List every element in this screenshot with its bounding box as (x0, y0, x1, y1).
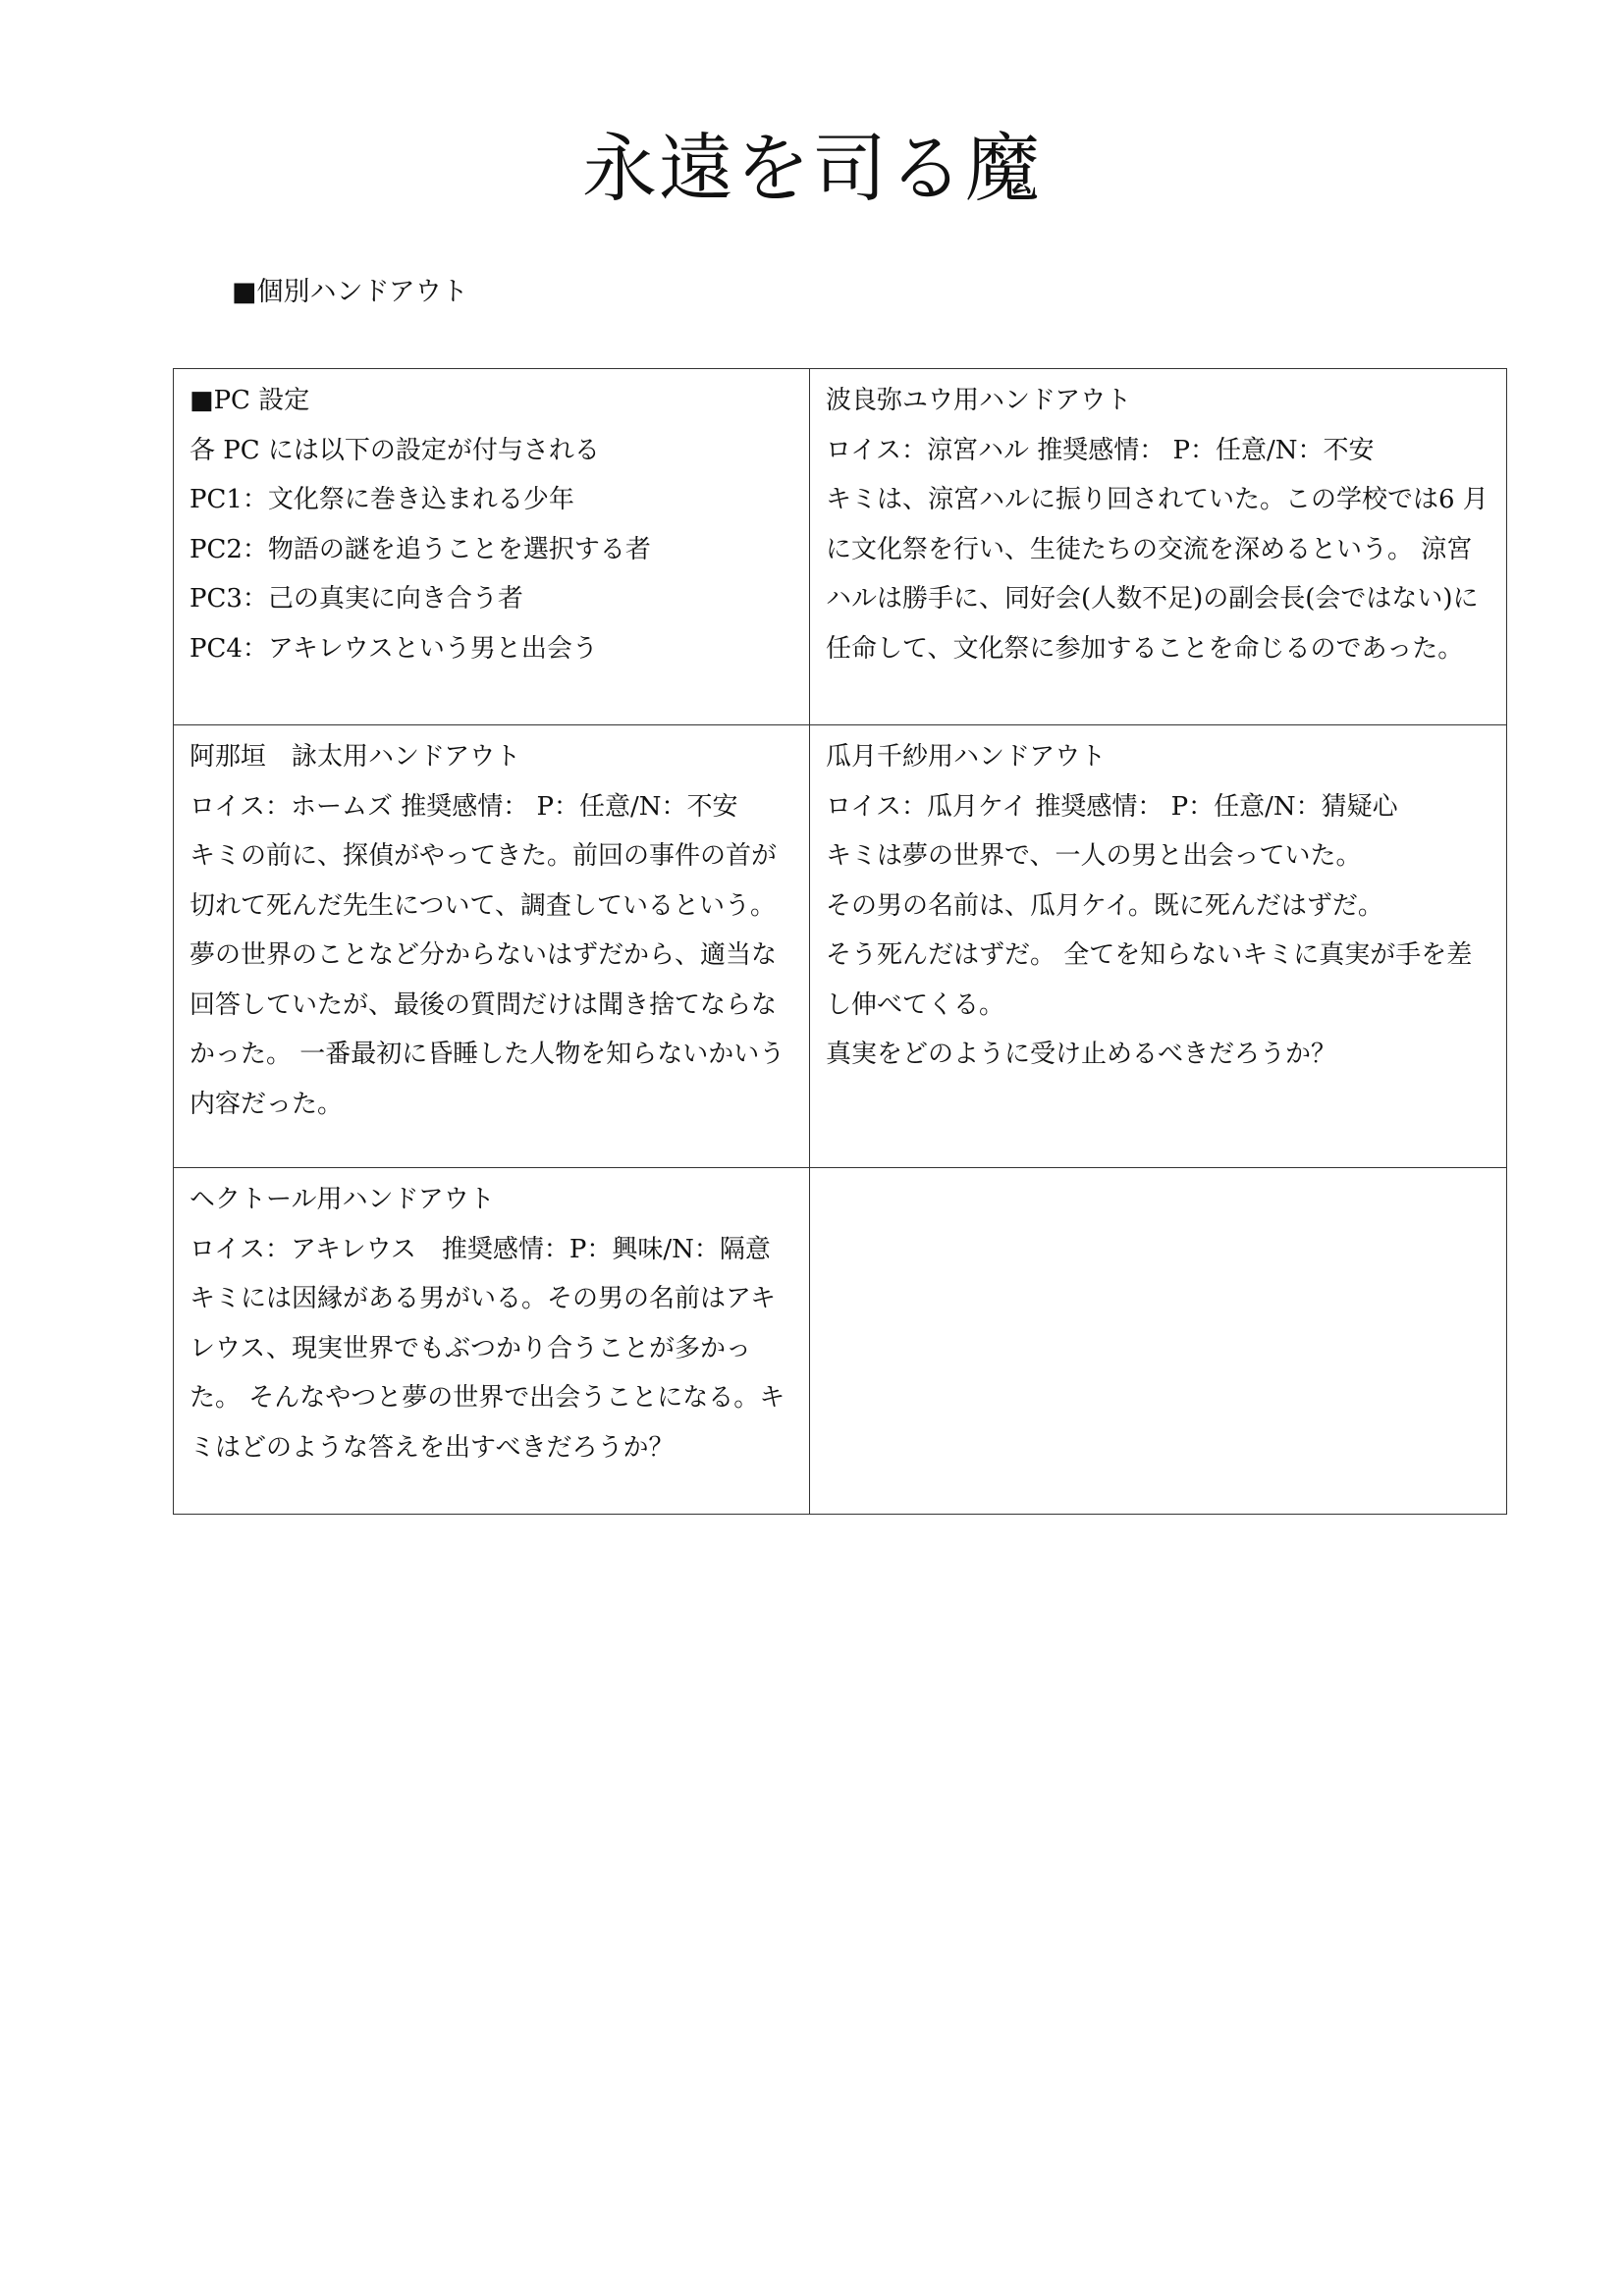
pc-settings-heading: ■PC 設定 (189, 386, 310, 415)
pc-settings-cell (174, 369, 810, 725)
handout-eita-lois: ロイス：ホームズ 推奨感情： P：任意/N：不安 (189, 791, 738, 822)
section-heading: ■個別ハンドアウト (232, 277, 468, 307)
handout-eita-title: 阿那垣 詠太用ハンドアウト (189, 742, 521, 772)
handout-eita-body: キミの前に、探偵がやってきた。前回の事件の首が切れて死んだ先生について、調査しているという。 夢の世界のことなど分からないはずだから、適当な回答していたが、最後の質問だけは聞き捨てならなかった。 一番最初に昏睡した人物を知らないかいう内容だった。 (189, 841, 785, 1119)
handout-yuu-title: 波良弥ユウ用ハンドアウト (826, 386, 1132, 415)
handout-chisa-line: 真実をどのように受け止めるべきだろうか？ (826, 1040, 1337, 1069)
pc4-setting: PC4：アキレウスという男と出会う (189, 633, 598, 664)
handout-chisa-line: そう死んだはずだ。 全てを知らないキミに真実が手を差し伸べてくる。 (826, 940, 1473, 1020)
handout-chisa-title: 瓜月千紗用ハンドアウト (826, 742, 1107, 772)
handout-chisa-line: キミは夢の世界で、一人の男と出会っていた。 (826, 841, 1362, 871)
handout-hector-cell (174, 1168, 810, 1515)
handout-hector-body: キミには因縁がある男がいる。その男の名前はアキレウス、現実世界でもぶつかり合うことが多かった。 そんなやつと夢の世界で出会うことになる。キミはどのような答えを出すべきだろうか？ (189, 1284, 785, 1463)
pc-settings-intro: 各 PC には以下の設定が付与される (189, 435, 600, 465)
table-row (174, 369, 1507, 725)
pc3-setting: PC3：己の真実に向き合う者 (189, 584, 523, 614)
handout-hector-lois: ロイス：アキレウス 推奨感情：P：興味/N：隔意 (189, 1234, 771, 1264)
document-title: 永遠を司る魔 (582, 125, 1042, 212)
handout-table (173, 368, 1507, 1515)
table-row (174, 725, 1507, 1168)
pc2-setting: PC2：物語の謎を追うことを選択する者 (189, 534, 651, 564)
handout-chisa-lois: ロイス：瓜月ケイ 推奨感情： P：任意/N：猜疑心 (826, 791, 1398, 822)
empty-cell (810, 1168, 1507, 1515)
handout-yuu-body: キミは、涼宮ハルに振り回されていた。この学校では6 月に文化祭を行い、生徒たちの交流を深めるという。 涼宮ハルは勝手に、同好会(人数不足)の副会長(会ではない)に任命して、文化祭に参加することを命じるのであった。 (826, 485, 1489, 664)
handout-chisa-cell (810, 725, 1507, 1168)
handout-yuu-cell (810, 369, 1507, 725)
handout-eita-cell (174, 725, 810, 1168)
handout-chisa-line: その男の名前は、瓜月ケイ。既に死んだはずだ。 (826, 890, 1383, 921)
handout-hector-title: ヘクトール用ハンドアウト (189, 1185, 495, 1214)
pc1-setting: PC1：文化祭に巻き込まれる少年 (189, 485, 574, 514)
handout-yuu-lois: ロイス：涼宮ハル 推奨感情： P：任意/N：不安 (826, 435, 1375, 465)
table-row (174, 1168, 1507, 1515)
